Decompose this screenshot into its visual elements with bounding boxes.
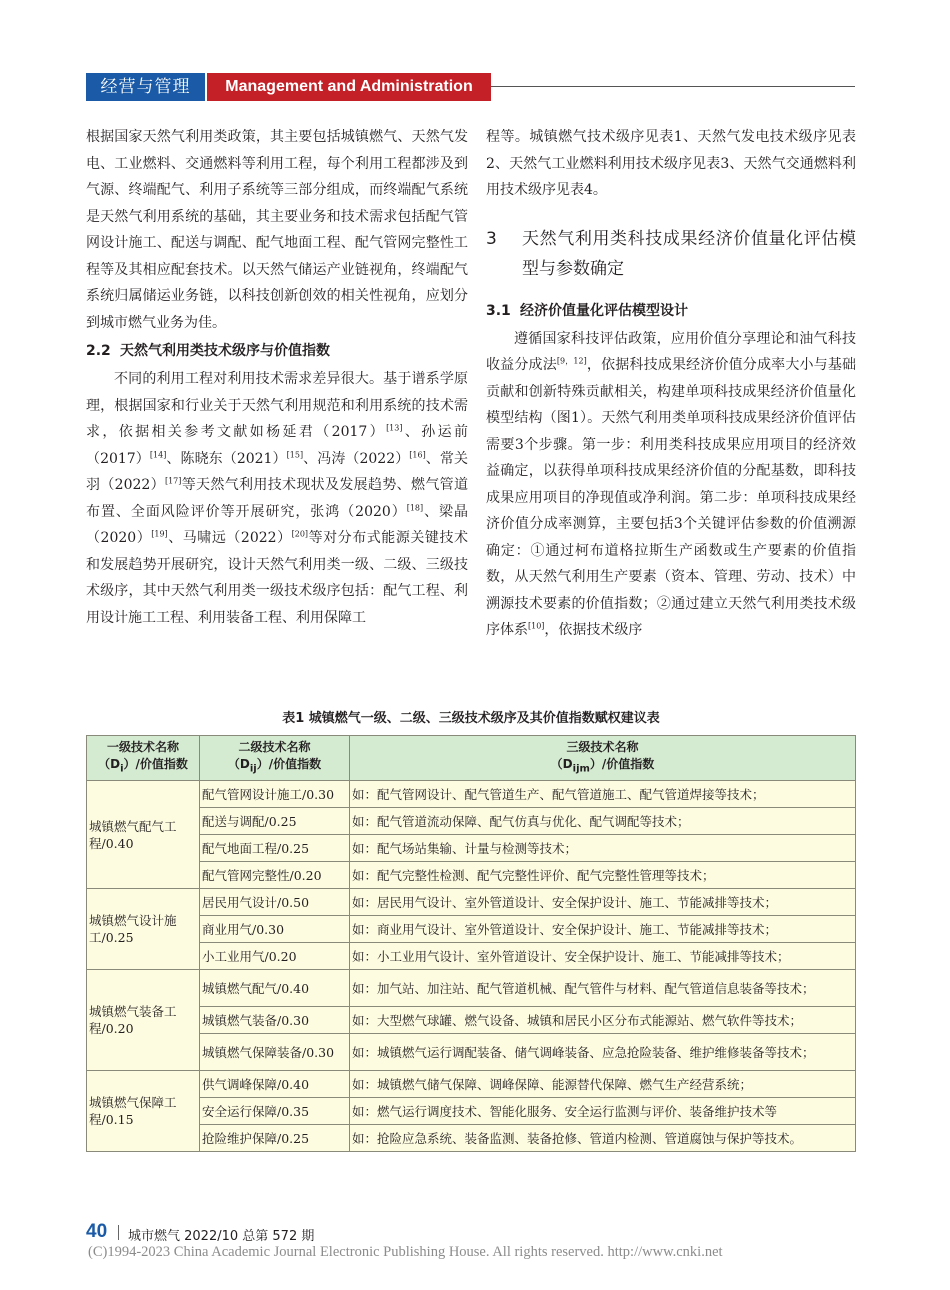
table-row	[87, 1098, 856, 1125]
page-number: 40	[86, 1221, 108, 1242]
level2-cell: 城镇燃气保障装备/0.30	[200, 1034, 350, 1071]
level3-cell: 如：商业用气设计、室外管道设计、安全保护设计、施工、节能减排等技术；	[350, 916, 856, 943]
header-level2: 二级技术名称 $(D_{ij})/$价值指数	[200, 736, 350, 781]
section-2-2-heading	[86, 338, 468, 364]
citation: [19]	[151, 529, 168, 539]
table-row	[87, 889, 856, 916]
level1-cell: 城镇燃气保障工程/0.15	[87, 1071, 200, 1152]
level3-cell: 如：小工业用气设计、室外管道设计、安全保护设计、施工、节能减排等技术；	[350, 943, 856, 970]
left-paragraph-2: 不同的利用工程对利用技术需求差异很大。基于谱系学原理，根据国家和行业关于天然气利用规范和利用系统的技术需求，依据相关参考文献如杨延君（2017）[13]、孙运前（2017）[14]、陈晓东（2021）[15]、冯涛（2022）[16]、常关羽（2022）[17]等天然气利用技术现状及发展趋势、燃气管道布置、全面风险评价等开展研究，张鸿（2020）[18]、梁晶（2020）[19]、马啸远（2022）[20]等对分布式能源关键技术和发展趋势开展研究，设计天然气利用类一级、二级、三级技术级序，其中天然气利用类一级技术级序包括：配气工程、利用设计施工工程、利用装备工程、利用保障工	[86, 371, 469, 626]
table-row	[87, 943, 856, 970]
table-row	[87, 835, 856, 862]
citation: [15]	[286, 449, 304, 459]
table-row	[87, 1007, 856, 1034]
table-row	[87, 1034, 856, 1071]
table-header-row	[87, 736, 856, 781]
level2-cell: 城镇燃气配气/0.40	[200, 970, 350, 1007]
header-level1: 一级技术名称 $(D_i)/$价值指数	[87, 736, 200, 781]
level3-cell: 如：加气站、加注站、配气管道机械、配气管件与材料、配气管道信息装备等技术；	[350, 970, 856, 1007]
section-number: 2.2	[86, 343, 111, 359]
level3-cell: 如：城镇燃气储气保障、调峰保障、能源替代保障、燃气生产经营系统；	[350, 1071, 856, 1098]
level2-cell: 配气管网设计施工/0.30	[200, 781, 350, 808]
section-label-en: Management and Administration	[207, 73, 491, 101]
section-title: 天然气利用类科技成果经济价值量化评估模型与参数确定	[522, 228, 856, 279]
left-column	[86, 124, 468, 631]
level2-cell: 配送与调配/0.25	[200, 808, 350, 835]
level3-cell: 如：配气场站集输、计量与检测等技术；	[350, 835, 856, 862]
level3-cell: 如：大型燃气球罐、燃气设备、城镇和居民小区分布式能源站、燃气软件等技术；	[350, 1007, 856, 1034]
citation: [13]	[386, 423, 403, 433]
table-title: 表1 城镇燃气一级、二级、三级技术级序及其价值指数赋权建议表	[282, 711, 660, 726]
section-label-zh: 经营与管理	[86, 73, 205, 101]
level2-cell: 小工业用气/0.20	[200, 943, 350, 970]
section-title: 经济价值量化评估模型设计	[520, 302, 688, 319]
level3-cell: 如：燃气运行调度技术、智能化服务、安全运行监测与评价、装备维护技术等	[350, 1098, 856, 1125]
level1-cell: 城镇燃气设计施工/0.25	[87, 889, 200, 970]
table-row	[87, 781, 856, 808]
header-level3: 三级技术名称 $(D_{ijm})/$价值指数	[350, 736, 856, 781]
citation: [20]	[291, 529, 309, 539]
citation: [10]	[528, 621, 545, 631]
level2-cell: 商业用气/0.30	[200, 916, 350, 943]
level3-cell: 如：抢险应急系统、装备监测、装备抢修、管道内检测、管道腐蚀与保护等技术。	[350, 1125, 856, 1152]
level2-cell: 供气调峰保障/0.40	[200, 1071, 350, 1098]
level2-cell: 配气管网完整性/0.20	[200, 862, 350, 889]
right-column	[486, 124, 856, 644]
header-rule	[491, 86, 855, 87]
footer-divider	[118, 1225, 119, 1240]
level3-cell: 如：城镇燃气运行调配装备、储气调峰装备、应急抢险装备、维护维修装备等技术；	[350, 1034, 856, 1071]
table-row	[87, 1125, 856, 1152]
level2-cell: 抢险维护保障/0.25	[200, 1125, 350, 1152]
section-title: 天然气利用类技术级序与价值指数	[120, 343, 330, 359]
tech-ranking-table	[86, 735, 856, 1152]
section-3-heading	[486, 224, 856, 284]
level2-cell: 城镇燃气装备/0.30	[200, 1007, 350, 1034]
section-number: 3	[486, 228, 497, 249]
level3-cell: 如：配气完整性检测、配气完整性评价、配气完整性管理等技术；	[350, 862, 856, 889]
citation: [14]	[149, 449, 167, 459]
level1-cell: 城镇燃气配气工程/0.40	[87, 781, 200, 889]
left-paragraph-1: 根据国家天然气利用类政策，其主要包括城镇燃气、天然气发电、工业燃料、交通燃料等利用工程，每个利用工程都涉及到气源、终端配气、利用子系统等三部分组成，而终端配气系统是天然气利用系统的基础，其主要业务和技术需求包括配气管网设计施工、配送与调配、配气地面工程、配气管网完整性工程等及其相应配套技术。以天然气储运产业链视角，终端配气系统归属储运业务链，以科技创新创效的相关性视角，应划分到城市燃气业务为佳。	[86, 129, 468, 331]
level2-cell: 安全运行保障/0.35	[200, 1098, 350, 1125]
copyright-notice: (C)1994-2023 China Academic Journal Electronic Publishing House. All rights reserved. http://www.cnki.net	[88, 1244, 723, 1260]
section-number: 3.1	[486, 302, 511, 319]
citation: [9，12]	[556, 356, 587, 366]
table-row	[87, 970, 856, 1007]
section-3-1-heading	[486, 298, 856, 324]
journal-info: 城市燃气 2022/10 总第 572 期	[128, 1229, 315, 1244]
level1-cell: 城镇燃气装备工程/0.20	[87, 970, 200, 1071]
right-paragraph-1: 程等。城镇燃气技术级序见表1、天然气发电技术级序见表2、天然气工业燃料利用技术级序见表3、天然气交通燃料利用技术级序见表4。	[486, 129, 856, 198]
table-row	[87, 862, 856, 889]
level2-cell: 居民用气设计/0.50	[200, 889, 350, 916]
level3-cell: 如：配气管网设计、配气管道生产、配气管道施工、配气管道焊接等技术；	[350, 781, 856, 808]
table-row	[87, 916, 856, 943]
level2-cell: 配气地面工程/0.25	[200, 835, 350, 862]
citation: [18]	[406, 502, 424, 512]
table-row	[87, 1071, 856, 1098]
right-paragraph-2: 遵循国家科技评估政策，应用价值分享理论和油气科技收益分成法[9，12]，依据科技成果经济价值分成率大小与基础贡献和创新特殊贡献相关，构建单项科技成果经济价值量化模型结构（图1）。天然气利用类单项科技成果经济价值评估需要3个步骤。第一步：利用类科技成果应用项目的经济效益确定，以获得单项科技成果经济价值的分配基数，即科技成果应用项目的净现值或净利润。第二步：单项科技成果经济价值分成率测算，主要包括3个关键评估参数的价值溯源确定：①通过柯布道格拉斯生产函数或生产要素的价值指数，从天然气利用生产要素（资本、管理、劳动、技术）中溯源技术要素的价值指数；②通过建立天然气利用类技术级序体系[10]，依据技术级序	[486, 330, 857, 638]
table-row	[87, 808, 856, 835]
level3-cell: 如：居民用气设计、室外管道设计、安全保护设计、施工、节能减排等技术；	[350, 889, 856, 916]
citation: [17]	[164, 476, 182, 486]
citation: [16]	[409, 449, 426, 459]
level3-cell: 如：配气管道流动保障、配气仿真与优化、配气调配等技术；	[350, 808, 856, 835]
